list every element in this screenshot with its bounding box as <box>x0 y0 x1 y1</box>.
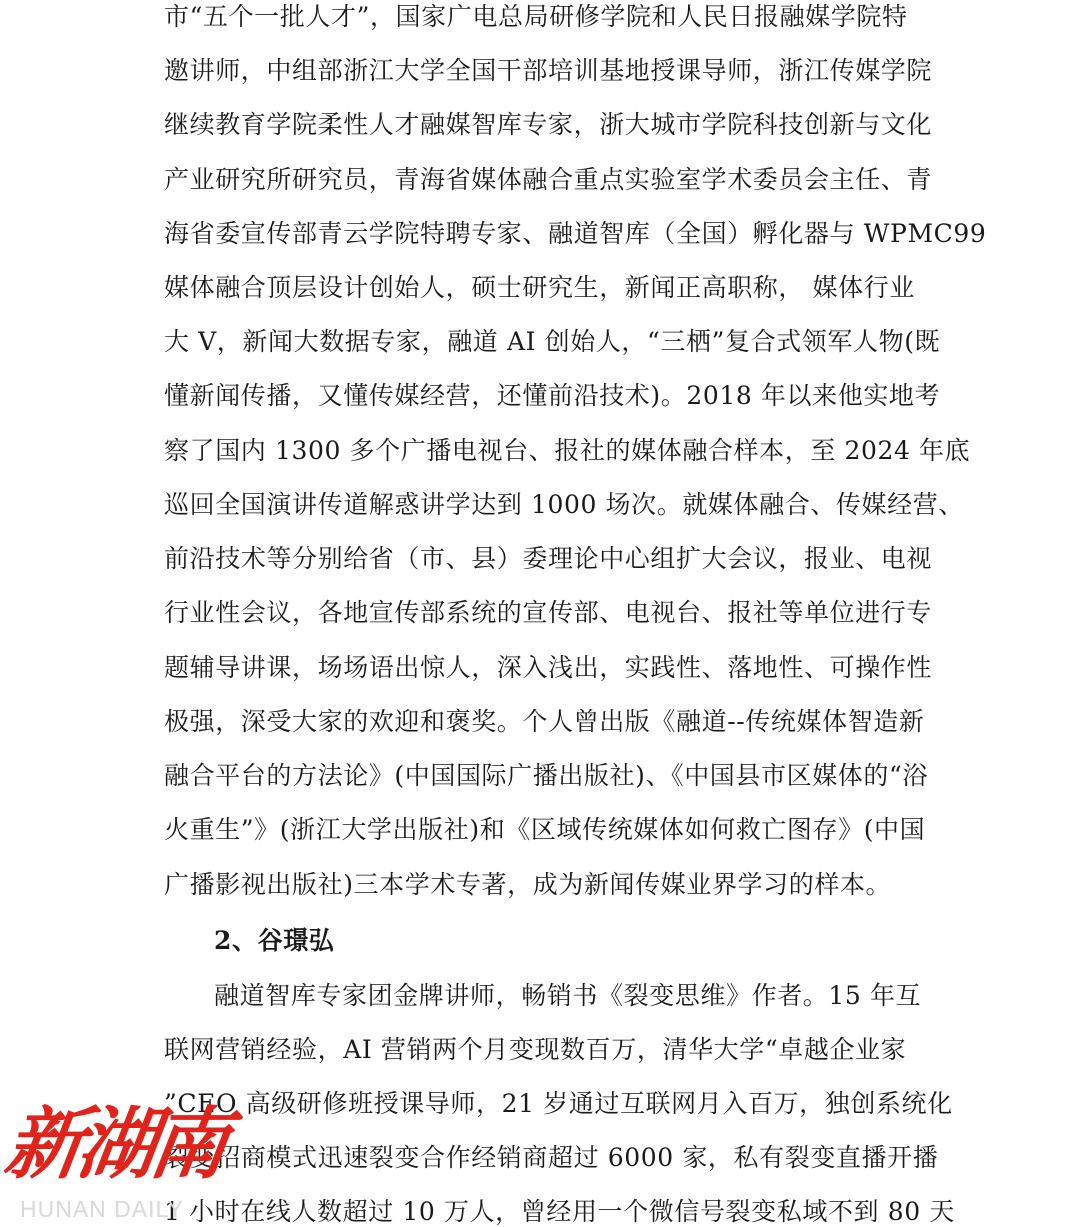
body-text-line: ”CEO 高级研修班授课导师，21 岁通过互联网月入百万，独创系统化 <box>164 1089 953 1118</box>
logo-english-name: HUNAN DAILY <box>20 1196 184 1222</box>
body-text-line: 极强，深受大家的欢迎和褒奖。个人曾出版《融道--传统媒体智造新 <box>164 707 925 736</box>
body-text-line: 巡回全国演讲传道解惑讲学达到 1000 场次。就媒体融合、传媒经营、 <box>164 490 964 519</box>
body-text-line: 邀讲师，中组部浙江大学全国干部培训基地授课导师，浙江传媒学院 <box>164 56 933 85</box>
body-text-line: 行业性会议，各地宣传部系统的宣传部、电视台、报社等单位进行专 <box>164 598 933 627</box>
section-heading: 2、谷璟弘 <box>214 926 335 955</box>
body-text-line: 察了国内 1300 多个广播电视台、报社的媒体融合样本，至 2024 年底 <box>164 436 971 465</box>
body-text-line: 继续教育学院柔性人才融媒智库专家，浙大城市学院科技创新与文化 <box>164 110 933 139</box>
body-text-line: 媒体融合顶层设计创始人，硕士研究生，新闻正高职称， 媒体行业 <box>164 273 915 302</box>
body-text-line: 裂变招商模式迅速裂变合作经销商超过 6000 家，私有裂变直播开播 <box>164 1143 939 1172</box>
body-text-line: 广播影视出版社)三本学术专著，成为新闻传媒业界学习的样本。 <box>164 870 892 899</box>
body-text-line: 市“五个一批人才”，国家广电总局研修学院和人民日报融媒学院特 <box>164 2 908 31</box>
body-text-line: 题辅导讲课，场场语出惊人，深入浅出，实践性、落地性、可操作性 <box>164 653 933 682</box>
body-text-line: 海省委宣传部青云学院特聘专家、融道智库（全国）孵化器与 WPMC99 <box>164 219 987 248</box>
body-text-line: 联网营销经验，AI 营销两个月变现数百万，清华大学“卓越企业家 <box>164 1035 907 1064</box>
body-text-line: 大 V，新闻大数据专家，融道 AI 创始人，“三栖”复合式领军人物(既 <box>164 327 941 356</box>
body-text-line: 产业研究所研究员，青海省媒体融合重点实验室学术委员会主任、青 <box>164 165 933 194</box>
logo-chinese-name: 新湖南 <box>0 1099 229 1190</box>
body-text-line: 1 小时在线人数超过 10 万人，曾经用一个微信号裂变私域不到 80 天 <box>164 1197 955 1226</box>
body-text-line: 融合平台的方法论》(中国国际广播出版社)、《中国县市区媒体的“浴 <box>164 761 928 790</box>
body-text-line: 融道智库专家团金牌讲师，畅销书《裂变思维》作者。15 年互 <box>214 981 922 1010</box>
hunan-daily-logo <box>0 1100 230 1227</box>
body-text-line: 懂新闻传播，又懂传媒经营，还懂前沿技术)。2018 年以来他实地考 <box>164 381 941 410</box>
body-text-line: 火重生”》(浙江大学出版社)和《区域传统媒体如何救亡图存》(中国 <box>164 815 926 844</box>
body-text-line: 前沿技术等分别给省（市、县）委理论中心组扩大会议，报业、电视 <box>164 544 933 573</box>
